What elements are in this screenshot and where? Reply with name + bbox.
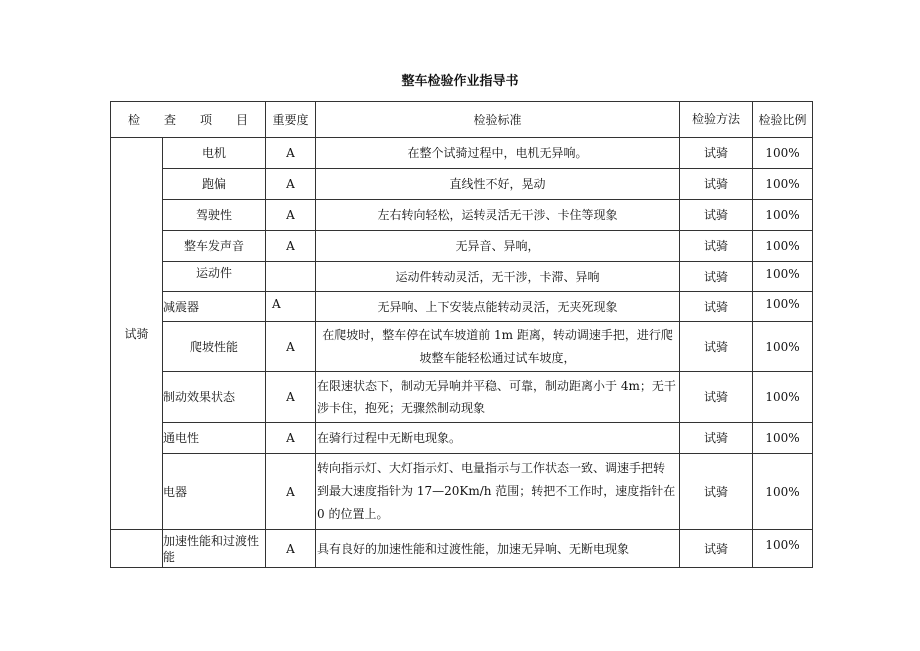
method-cell: 试骑 (680, 292, 753, 322)
ratio-cell: 100% (753, 372, 813, 423)
ratio-cell: 100% (753, 530, 813, 568)
item-cell: 运动件 (163, 262, 266, 292)
ratio-cell: 100% (753, 423, 813, 454)
table-row (111, 231, 813, 262)
ratio-cell: 100% (753, 138, 813, 169)
table-row (111, 200, 813, 231)
standard-cell: 在限速状态下，制动无异响并平稳、可靠，制动距离小于 4m；无干涉卡住，抱死；无骤然制动现象 (316, 372, 680, 423)
ratio-cell: 100% (753, 200, 813, 231)
inspection-table (110, 101, 813, 568)
group-label: 试骑 (111, 138, 163, 530)
importance-cell (266, 262, 316, 292)
ratio-cell: 100% (753, 231, 813, 262)
standard-cell: 运动件转动灵活，无干涉，卡滞、异响 (316, 262, 680, 292)
table-row (111, 530, 813, 568)
header-ratio: 检验比例 (753, 102, 813, 138)
header-importance: 重要度 (266, 102, 316, 138)
standard-cell: 具有良好的加速性能和过渡性能，加速无异响、无断电现象 (316, 530, 680, 568)
item-cell: 驾驶性 (163, 200, 266, 231)
method-cell: 试骑 (680, 231, 753, 262)
method-cell: 试骑 (680, 322, 753, 372)
empty-group-cell (111, 530, 163, 568)
table-row (111, 454, 813, 530)
header-method: 检验方法 (680, 102, 753, 138)
ratio-cell: 100% (753, 262, 813, 292)
importance-cell: A (266, 454, 316, 530)
method-cell: 试骑 (680, 169, 753, 200)
ratio-cell: 100% (753, 169, 813, 200)
standard-cell: 在整个试骑过程中，电机无异响。 (316, 138, 680, 169)
page-title: 整车检验作业指导书 (401, 74, 519, 89)
header-standard: 检验标准 (316, 102, 680, 138)
standard-cell: 无异响、上下安装点能转动灵活，无夹死现象 (316, 292, 680, 322)
standard-cell: 左右转向轻松，运转灵活无干涉、卡住等现象 (316, 200, 680, 231)
standard-cell: 无异音、异响， (316, 231, 680, 262)
method-cell: 试骑 (680, 200, 753, 231)
item-cell: 整车发声音 (163, 231, 266, 262)
table-row (111, 169, 813, 200)
importance-cell: A (266, 138, 316, 169)
item-cell: 减震器 (163, 292, 266, 322)
table-row (111, 372, 813, 423)
header-item: 检 查 项 目 (111, 102, 266, 138)
table-row (111, 262, 813, 292)
standard-cell: 在爬坡时，整车停在试车坡道前 1m 距离，转动调速手把，进行爬坡整车能轻松通过试车坡度， (316, 322, 680, 372)
method-cell: 试骑 (680, 454, 753, 530)
item-cell: 通电性 (163, 423, 266, 454)
item-cell: 爬坡性能 (163, 322, 266, 372)
importance-cell: A (266, 530, 316, 568)
method-cell: 试骑 (680, 423, 753, 454)
importance-cell: A (266, 423, 316, 454)
table-row (111, 423, 813, 454)
item-cell: 电机 (163, 138, 266, 169)
method-cell: 试骑 (680, 138, 753, 169)
header-row (111, 102, 813, 138)
ratio-cell: 100% (753, 454, 813, 530)
importance-cell: A (266, 200, 316, 231)
item-cell: 加速性能和过渡性能 (163, 530, 266, 568)
importance-cell: A (266, 322, 316, 372)
method-cell: 试骑 (680, 372, 753, 423)
method-cell: 试骑 (680, 262, 753, 292)
item-cell: 电器 (163, 454, 266, 530)
standard-cell: 转向指示灯、大灯指示灯、电量指示与工作状态一致、调速手把转到最大速度指针为 17—20Km/h 范围；转把不工作时，速度指针在 0 的位置上。 (316, 454, 680, 530)
standard-cell: 直线性不好，晃动 (316, 169, 680, 200)
item-cell: 制动效果状态 (163, 372, 266, 423)
importance-cell: A (266, 372, 316, 423)
importance-cell: A (266, 169, 316, 200)
table-row (111, 322, 813, 372)
method-cell: 试骑 (680, 530, 753, 568)
importance-cell: A (266, 292, 316, 322)
table-row (111, 138, 813, 169)
importance-cell: A (266, 231, 316, 262)
ratio-cell: 100% (753, 292, 813, 322)
item-cell: 跑偏 (163, 169, 266, 200)
ratio-cell: 100% (753, 322, 813, 372)
table-row (111, 292, 813, 322)
standard-cell: 在骑行过程中无断电现象。 (316, 423, 680, 454)
